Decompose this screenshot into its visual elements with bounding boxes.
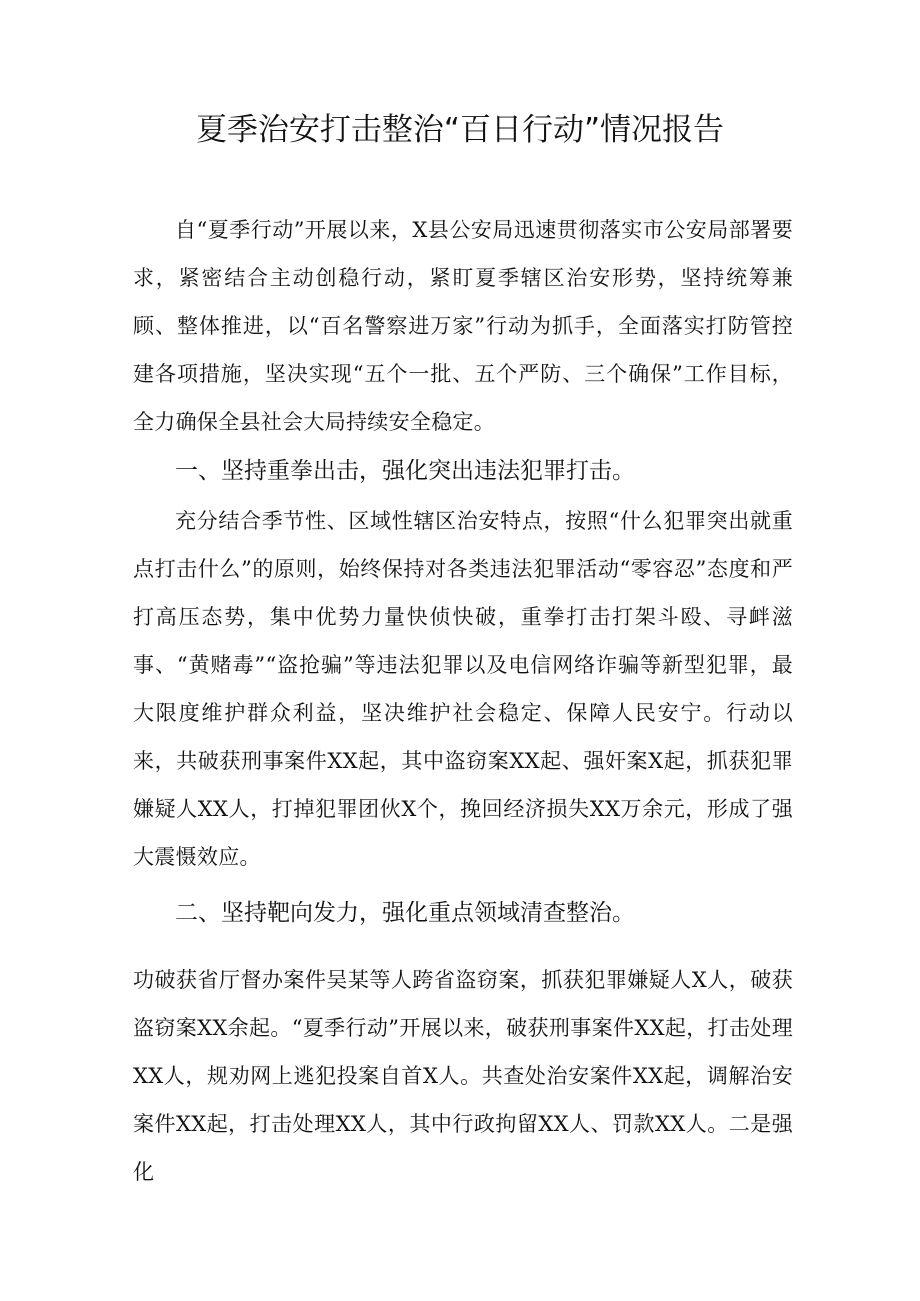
section-2-paragraph: 功破获省厅督办案件吴某等人跨省盗窃案，抓获犯罪嫌疑人X人，破获盗窃案XX余起。“夏季行动”开展以来，破获刑事案件XX起，打击处理XX人，规劝网上逃犯投案自首X人。共查处治安案件XX起，调解治安案件XX起，打击处理XX人，其中行政拘留XX人、罚款XX人。二是强化: [133, 968, 793, 1184]
section-2-heading: 二、坚持靶向发力，强化重点领域清查整治。: [175, 900, 635, 926]
intro-paragraph: 自“夏季行动”开展以来，X县公安局迅速贯彻落实市公安局部署要求，紧密结合主动创稳行动，紧盯夏季辖区治安形势，坚持统筹兼顾、整体推进，以“百名警察进万家”行动为抓手，全面落实打防管控建各项措施，坚决实现“五个一批、五个严防、三个确保”工作目标，全力确保全县社会大局持续安全稳定。: [133, 218, 793, 434]
section-1-paragraph: 充分结合季节性、区域性辖区治安特点，按照“什么犯罪突出就重点打击什么”的原则，始终保持对各类违法犯罪活动“零容忍”态度和严打高压态势，集中优势力量快侦快破，重拳打击打架斗殴、寻衅滋事、“黄赌毒”“盗抢骗”等违法犯罪以及电信网络诈骗等新型犯罪，最大限度维护群众利益，坚决维护社会稳定、保障人民安宁。行动以来，共破获刑事案件XX起，其中盗窃案XX起、强奸案X起，抓获犯罪嫌疑人XX人，打掉犯罪团伙X个，挽回经济损失XX万余元，形成了强大震慑效应。: [133, 509, 793, 869]
document-title: 夏季治安打击整治“百日行动”情况报告: [195, 112, 725, 148]
section-1-heading: 一、坚持重拳出击，强化突出违法犯罪打击。: [175, 458, 635, 484]
